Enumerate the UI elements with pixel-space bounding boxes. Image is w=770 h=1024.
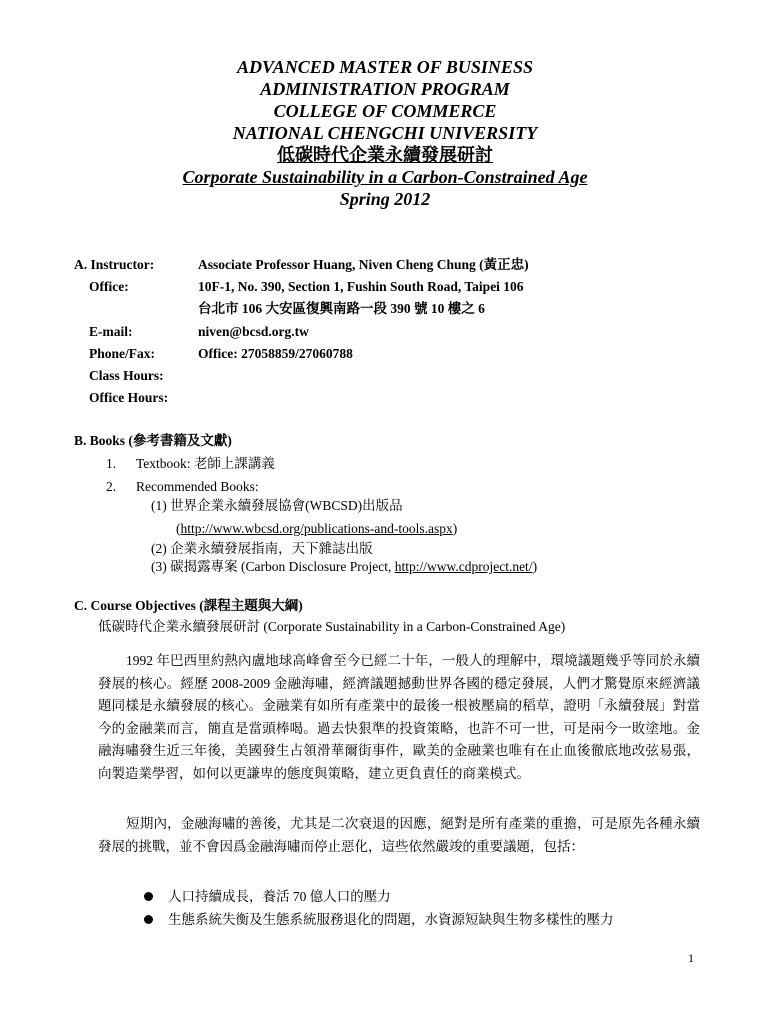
books-heading: B. Books (參考書籍及文獻) (74, 433, 232, 448)
book-item-2-num: 2. (106, 479, 117, 494)
objectives-heading: C. Course Objectives (課程主題與大綱) (74, 598, 303, 613)
bullet-dot-icon (144, 915, 153, 924)
office-address-en: 10F-1, No. 390, Section 1, Fushin South Road, Taipei 106 (198, 279, 524, 294)
header-title-en-wrap (0, 166, 770, 188)
phone-row (74, 345, 694, 365)
phone-label: Phone/Fax: (89, 346, 155, 361)
course-term: Spring 2012 (339, 189, 431, 209)
bullet-item (144, 888, 391, 906)
office-label: Office: (89, 279, 129, 294)
book-item-1-num: 1. (106, 456, 117, 471)
book-item-2: Recommended Books: (136, 479, 259, 494)
book-sub-3-close: ) (532, 559, 538, 574)
email-value[interactable]: niven@bcsd.org.tw (198, 324, 309, 339)
paragraph-1-text: 1992 年巴西里約熱內盧地球高峰會至今已經二十年，一般人的理解中，環境議題幾乎等同於永續發展的核心。經歷 2008-2009 金融海嘯，經濟議題撼動世界各國的穩定發展，人們才驚覺原來經濟議題同樣是永續發展的核心。金融業有如所有產業中的最後一根被壓扁的稻草，證明「永續發展」對當今的金融業而言，簡直是當頭棒喝。過去快狠準的投資策略，也許不可一世，可是兩今一敗塗地。金融海嘯發生近三年後，美國發生占領滑華爾街事件，歐美的金融業也唯有在止血後徹底地改弦易張，向製造業學習，如何以更謙卑的態度與策略，建立更負責任的商業模式。 (98, 653, 700, 781)
paren-open: ( (176, 521, 181, 536)
class-hours-label: Class Hours: (89, 368, 164, 383)
book-item-1: Textbook: 老師上課講義 (136, 456, 275, 471)
bullet-dot-icon (144, 892, 153, 901)
instructor-label: A. Instructor: (74, 257, 155, 272)
office-row (74, 278, 694, 298)
instructor-name: Associate Professor Huang, Niven Cheng Chung (黃正忠) (198, 257, 529, 272)
email-row (74, 323, 694, 343)
phone-value: Office: 27058859/27060788 (198, 346, 353, 361)
book-sub-2: (2) 企業永續發展指南，天下雜誌出版 (151, 541, 373, 556)
paragraph-2-text: 短期內，金融海嘯的善後，尤其是二次衰退的因應，絕對是所有產業的重擔，可是原先各種永續發展的挑戰，並不會因爲金融海嘯而停止惡化，這些依然嚴竣的重要議題，包括： (98, 816, 700, 854)
wbcsd-link[interactable]: http://www.wbcsd.org/publications-and-tools.aspx (180, 521, 453, 536)
objectives-subtitle: 低碳時代企業永續發展研討 (Corporate Sustainability in a Carbon-Constrained Age) (98, 619, 566, 634)
book-sub-3-text: (3) 碳揭露專案 (Carbon Disclosure Project, (151, 559, 395, 574)
office-hours-label: Office Hours: (89, 390, 169, 405)
paren-close: ) (452, 521, 458, 536)
office-row-2 (74, 300, 694, 320)
header-line-1: ADVANCED MASTER OF BUSINESS (237, 57, 533, 77)
bullet-item (144, 911, 614, 929)
office-address-cn: 台北市 106 大安區復興南路一段 390 號 10 樓之 6 (198, 301, 485, 316)
book-sub-3-row (151, 558, 537, 576)
objectives-paragraph-1 (98, 650, 700, 785)
objectives-paragraph-2 (98, 813, 700, 858)
email-label: E-mail: (89, 324, 133, 339)
bullet-text: 生態系統失衡及生態系統服務退化的問題，水資源短缺與生物多樣性的壓力 (168, 912, 614, 927)
book-sub-1-link-row (176, 520, 457, 538)
course-title-english: Corporate Sustainability in a Carbon-Constrained Age (182, 167, 588, 187)
header-line-3: COLLEGE OF COMMERCE (273, 101, 497, 121)
instructor-row (74, 256, 694, 276)
header-line-4: NATIONAL CHENGCHI UNIVERSITY (232, 123, 538, 143)
header-line-2: ADMINISTRATION PROGRAM (260, 79, 510, 99)
book-sub-1: (1) 世界企業永續發展協會(WBCSD)出版品 (151, 498, 403, 513)
course-title-chinese: 低碳時代企業永續發展研討 (277, 145, 493, 165)
cdp-link[interactable]: http://www.cdproject.net/ (394, 559, 533, 574)
page-number: 1 (688, 951, 694, 965)
header-title-cn-wrap (0, 144, 770, 166)
bullet-text: 人口持續成長，養活 70 億人口的壓力 (168, 889, 391, 904)
